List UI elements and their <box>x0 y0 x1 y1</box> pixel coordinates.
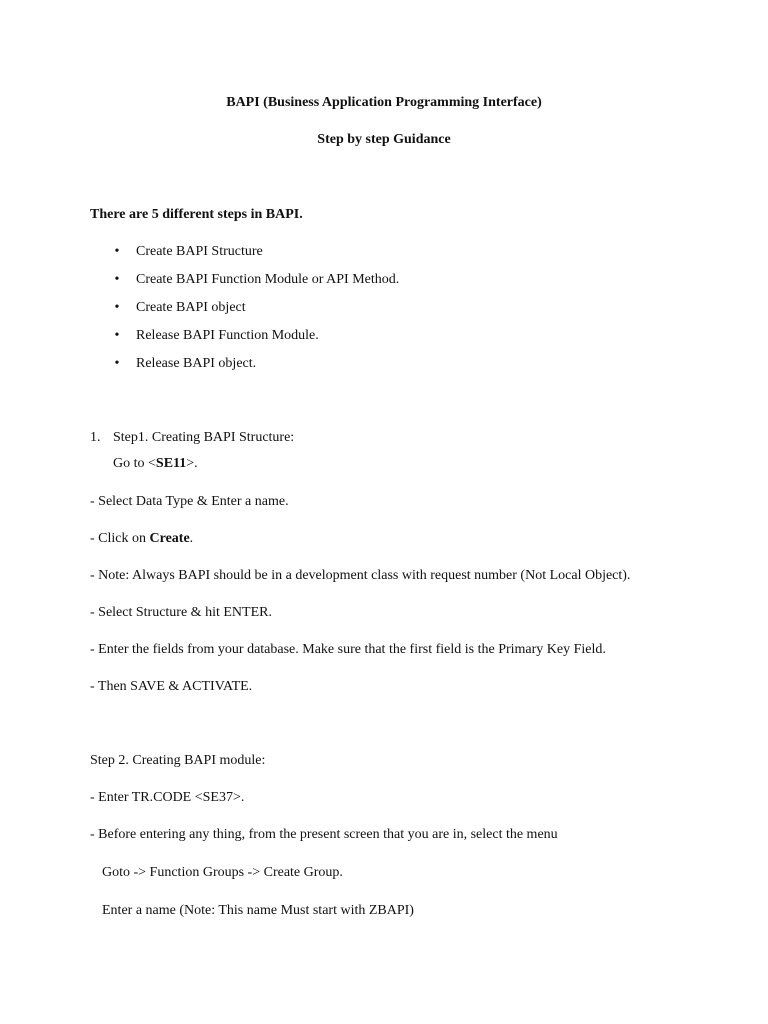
step1-number: 1. <box>90 430 101 445</box>
bullet-text: Release BAPI Function Module. <box>136 328 319 343</box>
click-create: Create <box>149 531 190 546</box>
step1-heading: Step1. Creating BAPI Structure: <box>113 430 295 445</box>
intro-text: There are 5 different steps in BAPI. <box>90 207 303 222</box>
step1-note: - Note: Always BAPI should be in a development class with request number (Not Local Object). <box>90 568 631 583</box>
step2-enter-name: Enter a name (Note: This name Must start with ZBAPI) <box>102 903 414 918</box>
bullet-icon: • <box>114 328 120 343</box>
goto-code: SE11 <box>155 456 187 471</box>
step1-select-structure: - Select Structure & hit ENTER. <box>90 605 272 620</box>
bullet-icon: • <box>114 356 120 371</box>
step2-heading: Step 2. Creating BAPI module: <box>90 753 266 768</box>
step1-enter-fields: - Enter the fields from your database. Make sure that the first field is the Primary Key Field. <box>90 642 606 657</box>
document-title: BAPI (Business Application Programming Interface) <box>226 95 542 110</box>
step1-save: - Then SAVE & ACTIVATE. <box>90 679 253 694</box>
goto-suffix: >. <box>186 456 198 471</box>
bullet-icon: • <box>114 300 120 315</box>
click-prefix: - Click on <box>90 531 150 546</box>
bullet-text: Create BAPI object <box>136 300 246 315</box>
bullet-icon: • <box>114 272 120 287</box>
bullet-text: Release BAPI object. <box>136 356 257 371</box>
step1-click-create <box>90 530 193 548</box>
step1-goto <box>113 455 198 473</box>
step2-before: - Before entering any thing, from the present screen that you are in, select the menu <box>90 827 558 842</box>
step2-trcode: - Enter TR.CODE <SE37>. <box>90 790 245 805</box>
step2-goto-menu: Goto -> Function Groups -> Create Group. <box>102 865 343 880</box>
click-suffix: . <box>189 531 194 546</box>
bullet-icon: • <box>114 244 120 259</box>
step1-select-datatype: - Select Data Type & Enter a name. <box>90 494 289 509</box>
document-subtitle: Step by step Guidance <box>317 132 451 147</box>
goto-prefix: Go to < <box>113 456 156 471</box>
bullet-text: Create BAPI Structure <box>136 244 263 259</box>
bullet-text: Create BAPI Function Module or API Method. <box>136 272 400 287</box>
